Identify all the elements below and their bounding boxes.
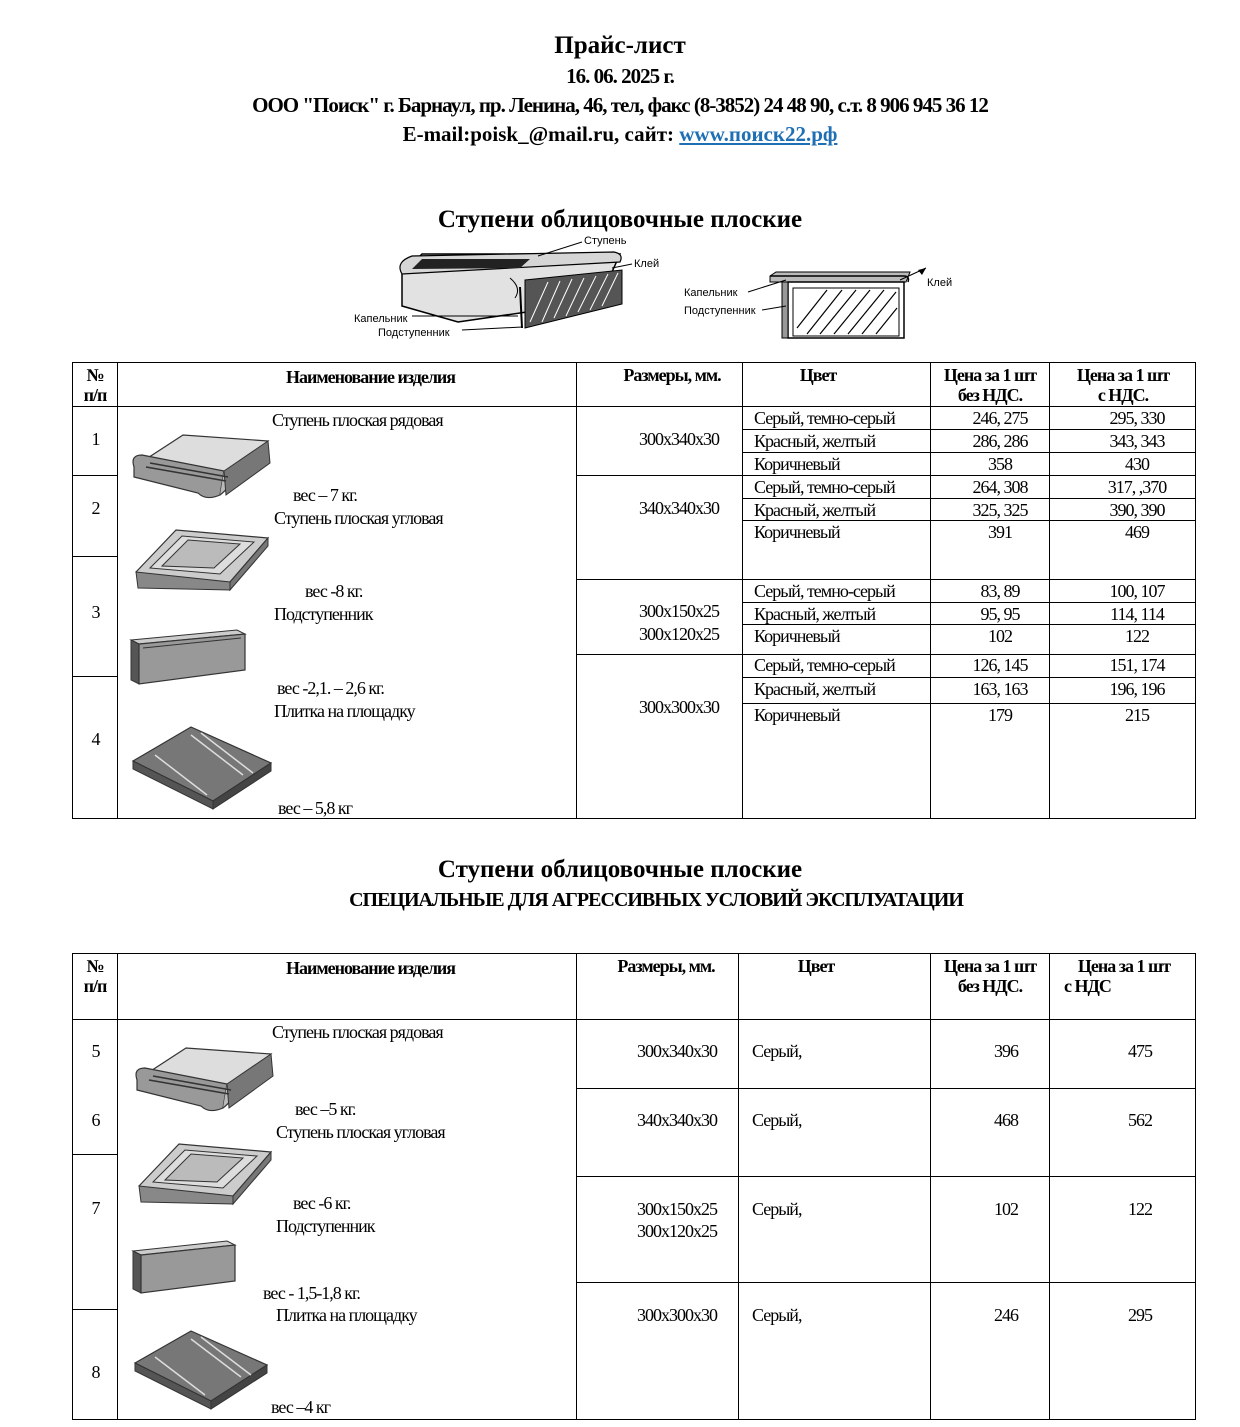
price-vat: 114, 114 xyxy=(1110,604,1164,624)
color-value: Серый, темно-серый xyxy=(754,477,895,497)
company-info: ООО "Поиск" г. Барнаул, пр. Ленина, 46, тел, факс (8-3852) 24 48 90, с.т. 8 906 945 36 12 xyxy=(252,93,988,117)
col-header-num: № п/п xyxy=(83,956,107,996)
item-name: Ступень плоская рядовая xyxy=(272,1022,443,1042)
row-num: 7 xyxy=(91,1198,100,1218)
row-num: 8 xyxy=(91,1362,100,1382)
step-installation-diagram xyxy=(350,232,970,344)
color-value: Коричневый xyxy=(754,522,840,542)
item-weight: вес - 1,5-1,8 кг. xyxy=(263,1283,360,1303)
item-weight: вес – 7 кг. xyxy=(293,485,357,505)
email-label: E-mail:poisk_@mail.ru, сайт: xyxy=(402,122,680,146)
row-num: 1 xyxy=(91,429,100,449)
color-value: Коричневый xyxy=(754,454,840,474)
diagram-label-riser2: Подступенник xyxy=(684,305,756,317)
item-name: Подступенник xyxy=(276,1216,375,1236)
price-table-1 xyxy=(72,362,1196,819)
price-vat: 469 xyxy=(1125,522,1149,542)
page-title: Прайс-лист xyxy=(554,32,686,59)
price-no-vat: 179 xyxy=(988,705,1012,725)
col-header-num: № п/п xyxy=(83,365,107,405)
price-no-vat: 264, 308 xyxy=(972,477,1028,497)
col-header-size: Размеры, мм. xyxy=(623,365,721,385)
col-header-price-vat: Цена за 1 шт с НДС. xyxy=(1076,365,1170,405)
price-no-vat: 391 xyxy=(988,522,1012,542)
price-vat: 475 xyxy=(1128,1041,1152,1061)
price-no-vat: 83, 89 xyxy=(980,581,1020,601)
diagram-label-glue2: Клей xyxy=(927,277,953,289)
step-flat-image xyxy=(131,1046,281,1116)
price-vat: 122 xyxy=(1128,1199,1152,1219)
price-vat: 122 xyxy=(1125,626,1149,646)
corner-step-image xyxy=(128,528,278,592)
diagram-label-riser: Подступенник xyxy=(378,327,450,339)
color-value: Красный, желтый xyxy=(754,500,876,520)
price-no-vat: 95, 95 xyxy=(980,604,1020,624)
riser-image xyxy=(131,1239,239,1295)
price-table-2 xyxy=(72,953,1196,1420)
section2-subtitle: СПЕЦИАЛЬНЫЕ ДЛЯ АГРЕССИВНЫХ УСЛОВИЙ ЭКСПЛУАТАЦИИ xyxy=(349,889,963,911)
price-no-vat: 358 xyxy=(988,454,1012,474)
row-num: 4 xyxy=(91,729,100,749)
color-value: Красный, желтый xyxy=(754,431,876,451)
size-value: 340x340x30 xyxy=(639,498,719,518)
price-date: 16. 06. 2025 г. xyxy=(566,64,674,88)
riser-image xyxy=(129,628,249,686)
diagram-label-step: Ступень xyxy=(584,235,627,247)
item-weight: вес –4 кг xyxy=(271,1397,330,1417)
price-vat: 295 xyxy=(1128,1305,1152,1325)
row-num: 2 xyxy=(91,498,100,518)
price-vat: 317, ,370 xyxy=(1107,477,1167,497)
price-vat: 562 xyxy=(1128,1110,1152,1130)
col-header-price-no-vat: Цена за 1 шт без НДС. xyxy=(943,365,1037,405)
price-no-vat: 325, 325 xyxy=(972,500,1028,520)
color-value: Серый, темно-серый xyxy=(754,408,895,428)
item-weight: вес -6 кг. xyxy=(293,1193,351,1213)
item-weight: вес –5 кг. xyxy=(295,1099,356,1119)
row-num: 3 xyxy=(91,602,100,622)
col-header-name: Наименование изделия xyxy=(285,958,456,978)
color-value: Серый, xyxy=(752,1110,802,1130)
color-value: Коричневый xyxy=(754,705,840,725)
size-value: 300x340x30 xyxy=(639,429,719,449)
col-header-size: Размеры, мм. xyxy=(617,956,715,976)
site-link[interactable]: www.поиск22.рф xyxy=(679,122,838,146)
price-no-vat: 163, 163 xyxy=(972,679,1028,699)
color-value: Серый, темно-серый xyxy=(754,655,895,675)
section1-title: Ступени облицовочные плоские xyxy=(437,206,803,233)
size-value: 300x300x30 xyxy=(639,697,719,717)
price-vat: 390, 390 xyxy=(1109,500,1165,520)
size-value: 300x150x25 xyxy=(637,1199,717,1219)
color-value: Коричневый xyxy=(754,626,840,646)
col-header-name: Наименование изделия xyxy=(285,367,456,387)
size-value: 300x340x30 xyxy=(637,1041,717,1061)
item-name: Плитка на площадку xyxy=(274,701,415,721)
price-vat: 151, 174 xyxy=(1109,655,1165,675)
size-value: 340x340x30 xyxy=(637,1110,717,1130)
section2-title: Ступени облицовочные плоские xyxy=(437,856,803,883)
price-no-vat: 286, 286 xyxy=(972,431,1028,451)
item-weight: вес -8 кг. xyxy=(305,581,363,601)
color-value: Серый, xyxy=(752,1199,802,1219)
row-num: 6 xyxy=(91,1110,100,1130)
color-value: Красный, желтый xyxy=(754,679,876,699)
diagram-label-drip2: Капельник xyxy=(684,287,738,299)
price-no-vat: 102 xyxy=(994,1199,1018,1219)
row-num: 5 xyxy=(91,1041,100,1061)
item-weight: вес -2,1. – 2,6 кг. xyxy=(277,678,384,698)
size-value: 300x300x30 xyxy=(637,1305,717,1325)
col-header-color: Цвет xyxy=(797,956,835,976)
landing-tile-image xyxy=(131,725,275,813)
price-no-vat: 102 xyxy=(988,626,1012,646)
price-no-vat: 246 xyxy=(994,1305,1018,1325)
col-header-price-vat: Цена за 1 шт с НДС xyxy=(1064,956,1171,996)
color-value: Серый, темно-серый xyxy=(754,581,895,601)
item-name: Плитка на площадку xyxy=(276,1305,417,1325)
color-value: Серый, xyxy=(752,1041,802,1061)
color-value: Серый, xyxy=(752,1305,802,1325)
item-name: Ступень плоская рядовая xyxy=(272,410,443,430)
landing-tile-image xyxy=(133,1329,271,1413)
col-header-price-no-vat: Цена за 1 шт без НДС. xyxy=(943,956,1037,996)
price-no-vat: 246, 275 xyxy=(972,408,1028,428)
color-value: Красный, желтый xyxy=(754,604,876,624)
price-no-vat: 126, 145 xyxy=(972,655,1028,675)
price-vat: 215 xyxy=(1125,705,1149,725)
size-value: 300x150x25 xyxy=(639,601,719,621)
step-flat-image xyxy=(128,433,278,503)
price-vat: 100, 107 xyxy=(1109,581,1165,601)
col-header-color: Цвет xyxy=(799,365,837,385)
size-value: 300x120x25 xyxy=(637,1221,717,1241)
diagram-label-glue: Клей xyxy=(634,258,660,270)
diagram-label-drip: Капельник xyxy=(354,313,408,325)
item-weight: вес – 5,8 кг xyxy=(278,798,352,818)
price-vat: 196, 196 xyxy=(1109,679,1165,699)
price-no-vat: 468 xyxy=(994,1110,1018,1130)
price-no-vat: 396 xyxy=(994,1041,1018,1061)
corner-step-image xyxy=(131,1142,281,1206)
price-vat: 430 xyxy=(1125,454,1149,474)
item-name: Ступень плоская угловая xyxy=(274,508,443,528)
item-name: Ступень плоская угловая xyxy=(276,1122,445,1142)
size-value: 300x120x25 xyxy=(639,624,719,644)
contact-line xyxy=(0,122,1240,147)
item-name: Подступенник xyxy=(274,604,373,624)
price-vat: 295, 330 xyxy=(1109,408,1165,428)
price-vat: 343, 343 xyxy=(1109,431,1165,451)
